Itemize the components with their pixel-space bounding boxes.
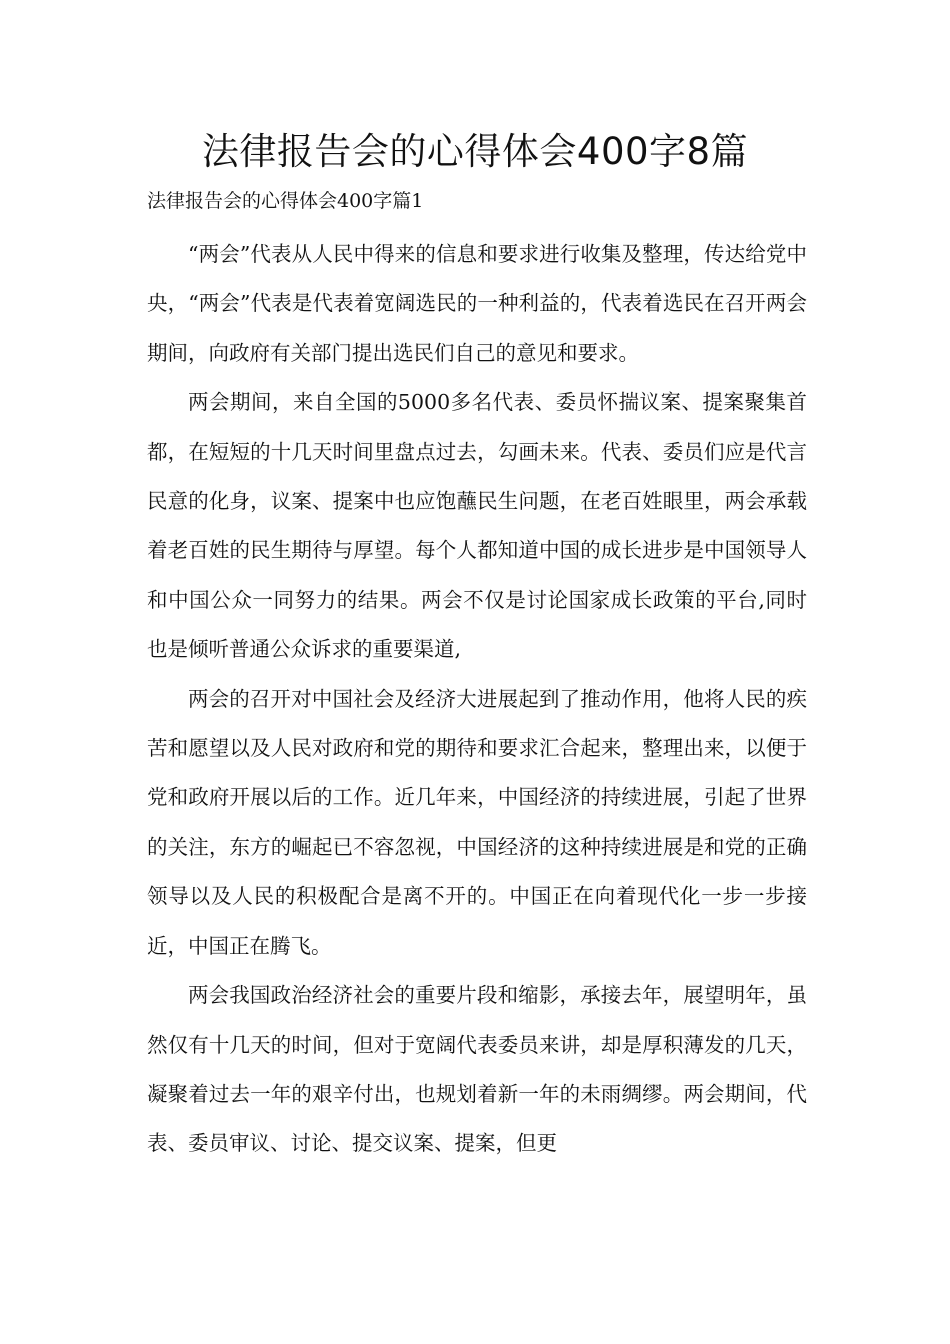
paragraph-2: 两会期间，来自全国的5000多名代表、委员怀揣议案、提案聚集首都，在短短的十几天时间里盘点过去，勾画未来。代表、委员们应是代言民意的化身，议案、提案中也应饱蘸民生问题，在老百姓眼里，两会承载着老百姓的民生期待与厚望。每个人都知道中国的成长进步是中国领导人和中国公众一同努力的结果。两会不仅是讨论国家成长政策的平台,同时也是倾听普通公众诉求的重要渠道, (147, 390, 807, 662)
document-body (147, 230, 807, 1169)
paragraph-3: 两会的召开对中国社会及经济大进展起到了推动作用，他将人民的疾苦和愿望以及人民对政府和党的期待和要求汇合起来，整理出来，以便于党和政府开展以后的工作。近几年来，中国经济的持续进展，引起了世界的关注，东方的崛起已不容忽视，中国经济的这种持续进展是和党的正确领导以及人民的积极配合是离不开的。中国正在向着现代化一步一步接近，中国正在腾飞。 (147, 686, 807, 958)
section-heading: 法律报告会的心得体会400字篇1 (147, 190, 424, 212)
paragraph-4: 两会我国政治经济社会的重要片段和缩影，承接去年，展望明年，虽然仅有十几天的时间，但对于宽阔代表委员来讲，却是厚积薄发的几天，凝聚着过去一年的艰辛付出，也规划着新一年的未雨绸缪。两会期间，代表、委员审议、讨论、提交议案、提案，但更 (147, 983, 807, 1156)
paragraph-1: “两会”代表从人民中得来的信息和要求进行收集及整理，传达给党中央，“两会”代表是代表着宽阔选民的一种利益的，代表着选民在召开两会期间，向政府有关部门提出选民们自己的意见和要求。 (147, 242, 807, 365)
document-title: 法律报告会的心得体会400字8篇 (201, 130, 749, 173)
